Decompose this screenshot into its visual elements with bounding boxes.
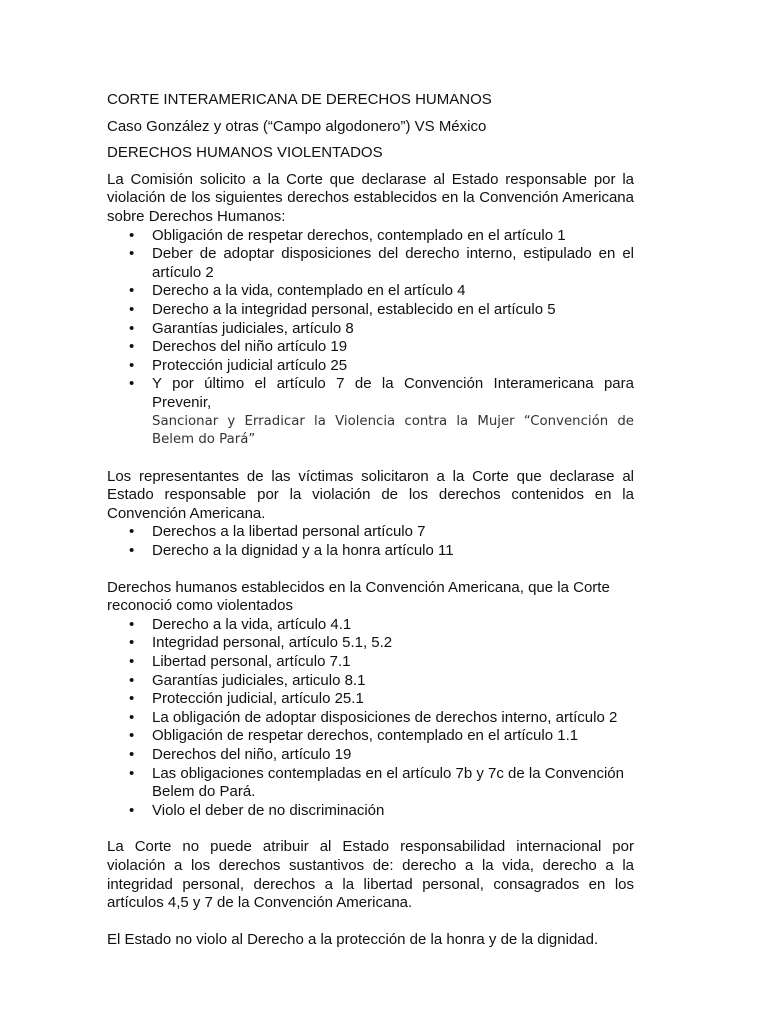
case-title: Caso González y otras (“Campo algodonero”) VS México	[107, 117, 487, 135]
list-item: • Derechos del niño, artículo 19	[129, 746, 352, 763]
list-item: • Violo el deber de no discriminación	[129, 801, 385, 819]
bullet-icon: •	[129, 338, 135, 356]
bullet-icon: •	[129, 356, 135, 374]
bullet-icon: •	[129, 615, 135, 633]
section-title: DERECHOS HUMANOS VIOLENTADOS	[107, 144, 383, 162]
list-item: • Derechos del niño artículo 19	[129, 338, 348, 356]
list-item: • Deber de adoptar disposiciones del derecho interno, estipulado en el artículo 2	[129, 245, 634, 281]
bullet-icon: •	[129, 690, 135, 708]
list-item: • Libertad personal, artículo 7.1	[129, 653, 351, 671]
list-item: • Derecho a la vida, contemplado en el artículo 4	[129, 282, 466, 300]
representatives-intro: Los representantes de las víctimas solicitaron a la Corte que declarase al Estado responsable por la violación de los derechos contenidos en la Convención Americana.	[107, 467, 634, 522]
bullet-icon: •	[129, 764, 135, 782]
document-page	[107, 91, 634, 949]
conclusion-paragraph-1: La Corte no puede atribuir al Estado responsabilidad internacional por violación a los derechos sustantivos de: derecho a la vida, derecho a la integridad personal, derechos a la libertad personal, consagrados en los artículos 4,5 y 7 de la Convención Americana.	[107, 838, 634, 912]
list-item: • Obligación de respetar derechos, contemplado en el artículo 1.1	[129, 727, 579, 745]
bullet-icon: •	[129, 542, 135, 560]
conclusion-paragraph-2: El Estado no violo al Derecho a la protección de la honra y de la dignidad.	[107, 930, 599, 948]
representatives-list	[107, 523, 634, 560]
commission-intro: La Comisión solicito a la Corte que declarase al Estado responsable por la violación de los siguientes derechos establecidos en la Convención Americana sobre Derechos Humanos:	[107, 170, 634, 225]
list-item: • Las obligaciones contempladas en el artículo 7b y 7c de la Convención Belem do Pará.	[129, 764, 624, 801]
bullet-icon: •	[129, 801, 135, 819]
recognized-list	[107, 616, 634, 821]
bullet-icon: •	[129, 300, 135, 318]
list-item: • Protección judicial, artículo 25.1	[129, 690, 364, 708]
bullet-icon: •	[129, 671, 135, 689]
bullet-icon: •	[129, 653, 135, 671]
list-item: • Integridad personal, artículo 5.1, 5.2	[129, 634, 393, 652]
bullet-icon: •	[129, 319, 135, 337]
bullet-icon: •	[129, 727, 135, 745]
commission-list	[107, 227, 634, 450]
bullet-icon: •	[129, 634, 135, 652]
list-item: • Garantías judiciales, articulo 8.1	[129, 671, 366, 689]
bullet-icon: •	[129, 282, 135, 300]
bullet-icon: •	[129, 375, 135, 393]
court-title: CORTE INTERAMERICANA DE DERECHOS HUMANOS	[107, 91, 492, 108]
belem-do-para-reference: Sancionar y Erradicar la Violencia contra la Mujer “Convención de Belem do Pará”	[152, 413, 634, 448]
bullet-icon: •	[129, 708, 135, 726]
recognized-intro: Derechos humanos establecidos en la Convención Americana, que la Corte reconoció como violentados	[107, 578, 610, 615]
list-item: • Protección judicial artículo 25	[129, 356, 348, 374]
bullet-icon: •	[129, 746, 135, 763]
list-item: • La obligación de adoptar disposiciones de derechos interno, artículo 2	[129, 708, 618, 726]
bullet-icon: •	[129, 523, 135, 541]
bullet-icon: •	[129, 226, 135, 244]
list-item: • Derecho a la integridad personal, establecido en el artículo 5	[129, 300, 556, 318]
list-item: • Y por último el artículo 7 de la Convención Interamericana para Prevenir, Sancionar y Erradicar la Violencia contra la Mujer “Convención de Belem do Pará”	[107, 375, 634, 449]
list-item: • Obligación de respetar derechos, contemplado en el artículo 1	[129, 226, 566, 244]
list-item: • Garantías judiciales, artículo 8	[129, 319, 354, 337]
bullet-icon: •	[129, 245, 135, 263]
list-item: • Derecho a la dignidad y a la honra artículo 11	[129, 542, 454, 560]
list-item: • Derecho a la vida, artículo 4.1	[129, 615, 352, 633]
list-item: • Derechos a la libertad personal artículo 7	[129, 523, 426, 541]
